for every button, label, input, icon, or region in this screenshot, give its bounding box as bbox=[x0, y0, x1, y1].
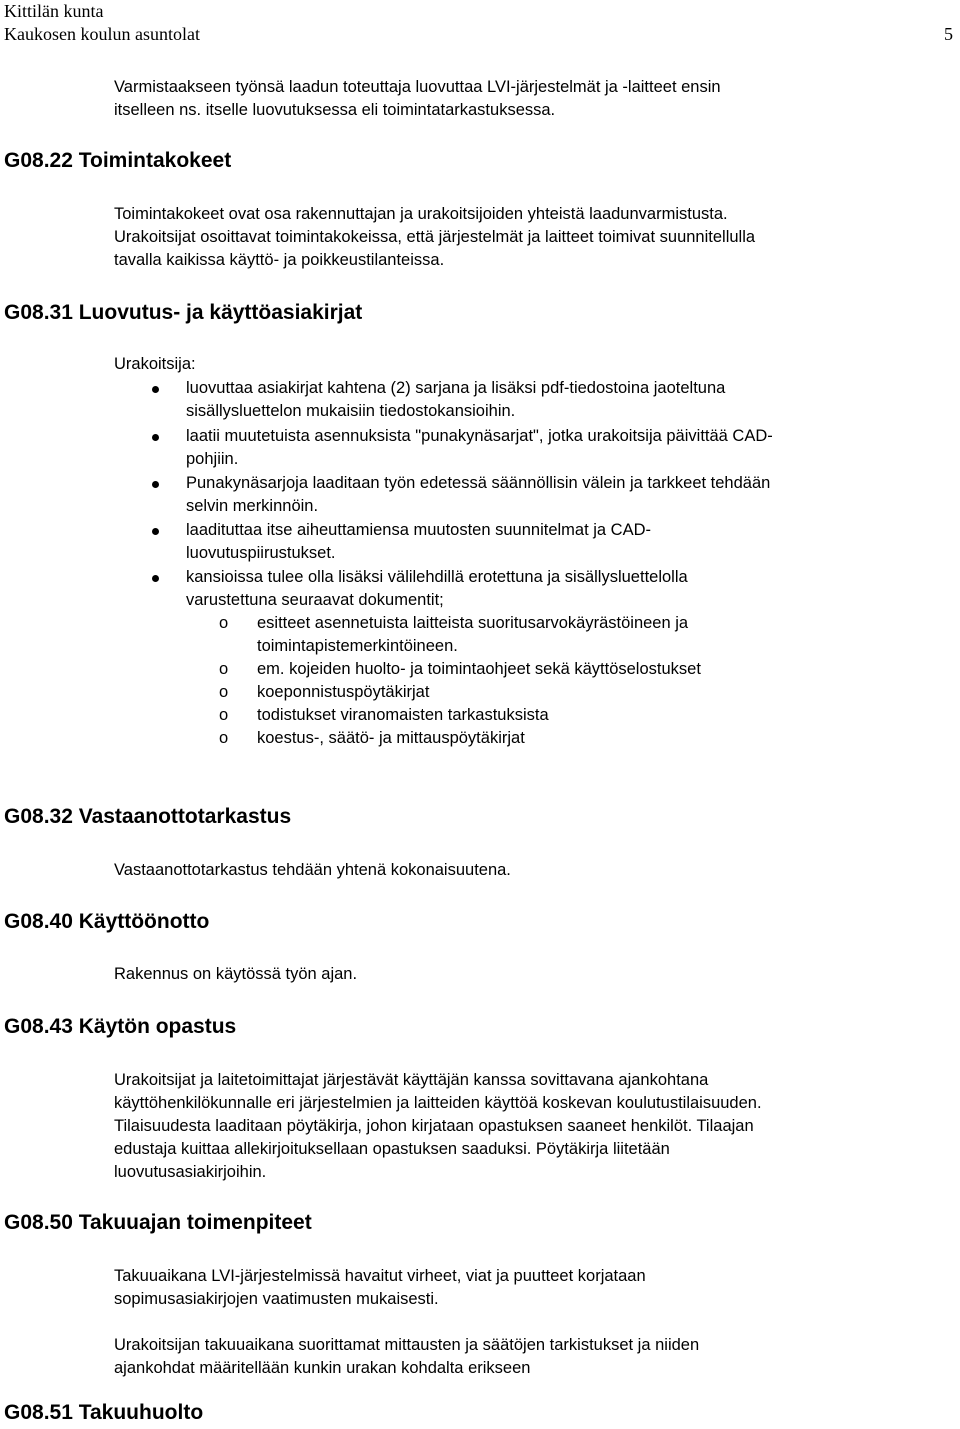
bullet-dot-icon bbox=[152, 434, 159, 441]
heading-g0832: G08.32 Vastaanottotarkastus bbox=[4, 805, 292, 828]
sub-bullet-marker: o bbox=[219, 614, 229, 632]
bullet-dot-icon bbox=[152, 386, 159, 393]
g0843-line-4: edustaja kuittaa allekirjoituksellaan opastuksen saaduksi. Pöytäkirja liitetään bbox=[114, 1140, 670, 1158]
header-project: Kaukosen koulun asuntolat bbox=[4, 24, 200, 44]
g0850-p1-line-1: Takuuaikana LVI-järjestelmissä havaitut virheet, viat ja puutteet korjataan bbox=[114, 1267, 646, 1285]
g0850-p2-line-1: Urakoitsijan takuuaikana suorittamat mittausten ja säätöjen tarkistukset ja niiden bbox=[114, 1336, 700, 1354]
bullet-dot-icon bbox=[152, 575, 159, 582]
bullet-dot-icon bbox=[152, 481, 159, 488]
sub-bullet-marker: o bbox=[219, 683, 229, 701]
intro-line-1: Varmistaakseen työnsä laadun toteuttaja luovuttaa LVI-järjestelmät ja -laitteet ensin bbox=[114, 78, 721, 96]
g0822-line-2: Urakoitsijat osoittavat toimintakokeissa, että järjestelmät ja laitteet toimivat suunnitellulla bbox=[114, 228, 756, 246]
g0843-line-2: käyttöhenkilökunnalle eri järjestelmien ja laitteiden käyttöä koskevan koulutustilaisuuden. bbox=[114, 1094, 762, 1112]
g0850-p2-line-2: ajankohdat määritellään kunkin urakan kohdalta erikseen bbox=[114, 1359, 531, 1377]
sub-bullet-marker: o bbox=[219, 729, 229, 747]
intro-line-2: itselleen ns. itselle luovutuksessa eli toimintatarkastuksessa. bbox=[114, 101, 556, 119]
g0822-line-3: tavalla kaikissa käyttö- ja poikkeustilanteissa. bbox=[114, 251, 445, 269]
heading-g0851: G08.51 Takuuhuolto bbox=[4, 1401, 204, 1424]
page-number: 5 bbox=[944, 24, 953, 44]
sub-bullet-marker: o bbox=[219, 706, 229, 724]
g0840-line-1: Rakennus on käytössä työn ajan. bbox=[114, 965, 358, 983]
bullet-dot-icon bbox=[152, 528, 159, 535]
g0850-p1-line-2: sopimusasiakirjojen vaatimusten mukaisesti. bbox=[114, 1290, 439, 1308]
g0831-lead: Urakoitsija: bbox=[114, 355, 196, 373]
g0832-line-1: Vastaanottotarkastus tehdään yhtenä kokonaisuutena. bbox=[114, 861, 511, 879]
heading-g0831: G08.31 Luovutus- ja käyttöasiakirjat bbox=[4, 301, 363, 324]
g0822-line-1: Toimintakokeet ovat osa rakennuttajan ja urakoitsijoiden yhteistä laadunvarmistusta. bbox=[114, 205, 728, 223]
g0843-line-1: Urakoitsijat ja laitetoimittajat järjestävät käyttäjän kanssa sovittavana ajankohtana bbox=[114, 1071, 709, 1089]
header-org: Kittilän kunta bbox=[4, 1, 104, 21]
heading-g0840: G08.40 Käyttöönotto bbox=[4, 910, 210, 933]
sub-bullet-marker: o bbox=[219, 660, 229, 678]
heading-g0843: G08.43 Käytön opastus bbox=[4, 1015, 237, 1038]
heading-g0850: G08.50 Takuuajan toimenpiteet bbox=[4, 1211, 312, 1234]
heading-g0822: G08.22 Toimintakokeet bbox=[4, 149, 232, 172]
g0843-line-5: luovutusasiakirjoihin. bbox=[114, 1163, 267, 1181]
g0843-line-3: Tilaisuudesta laaditaan pöytäkirja, johon kirjataan opastuksen saaneet henkilöt. Tilaajan bbox=[114, 1117, 754, 1135]
